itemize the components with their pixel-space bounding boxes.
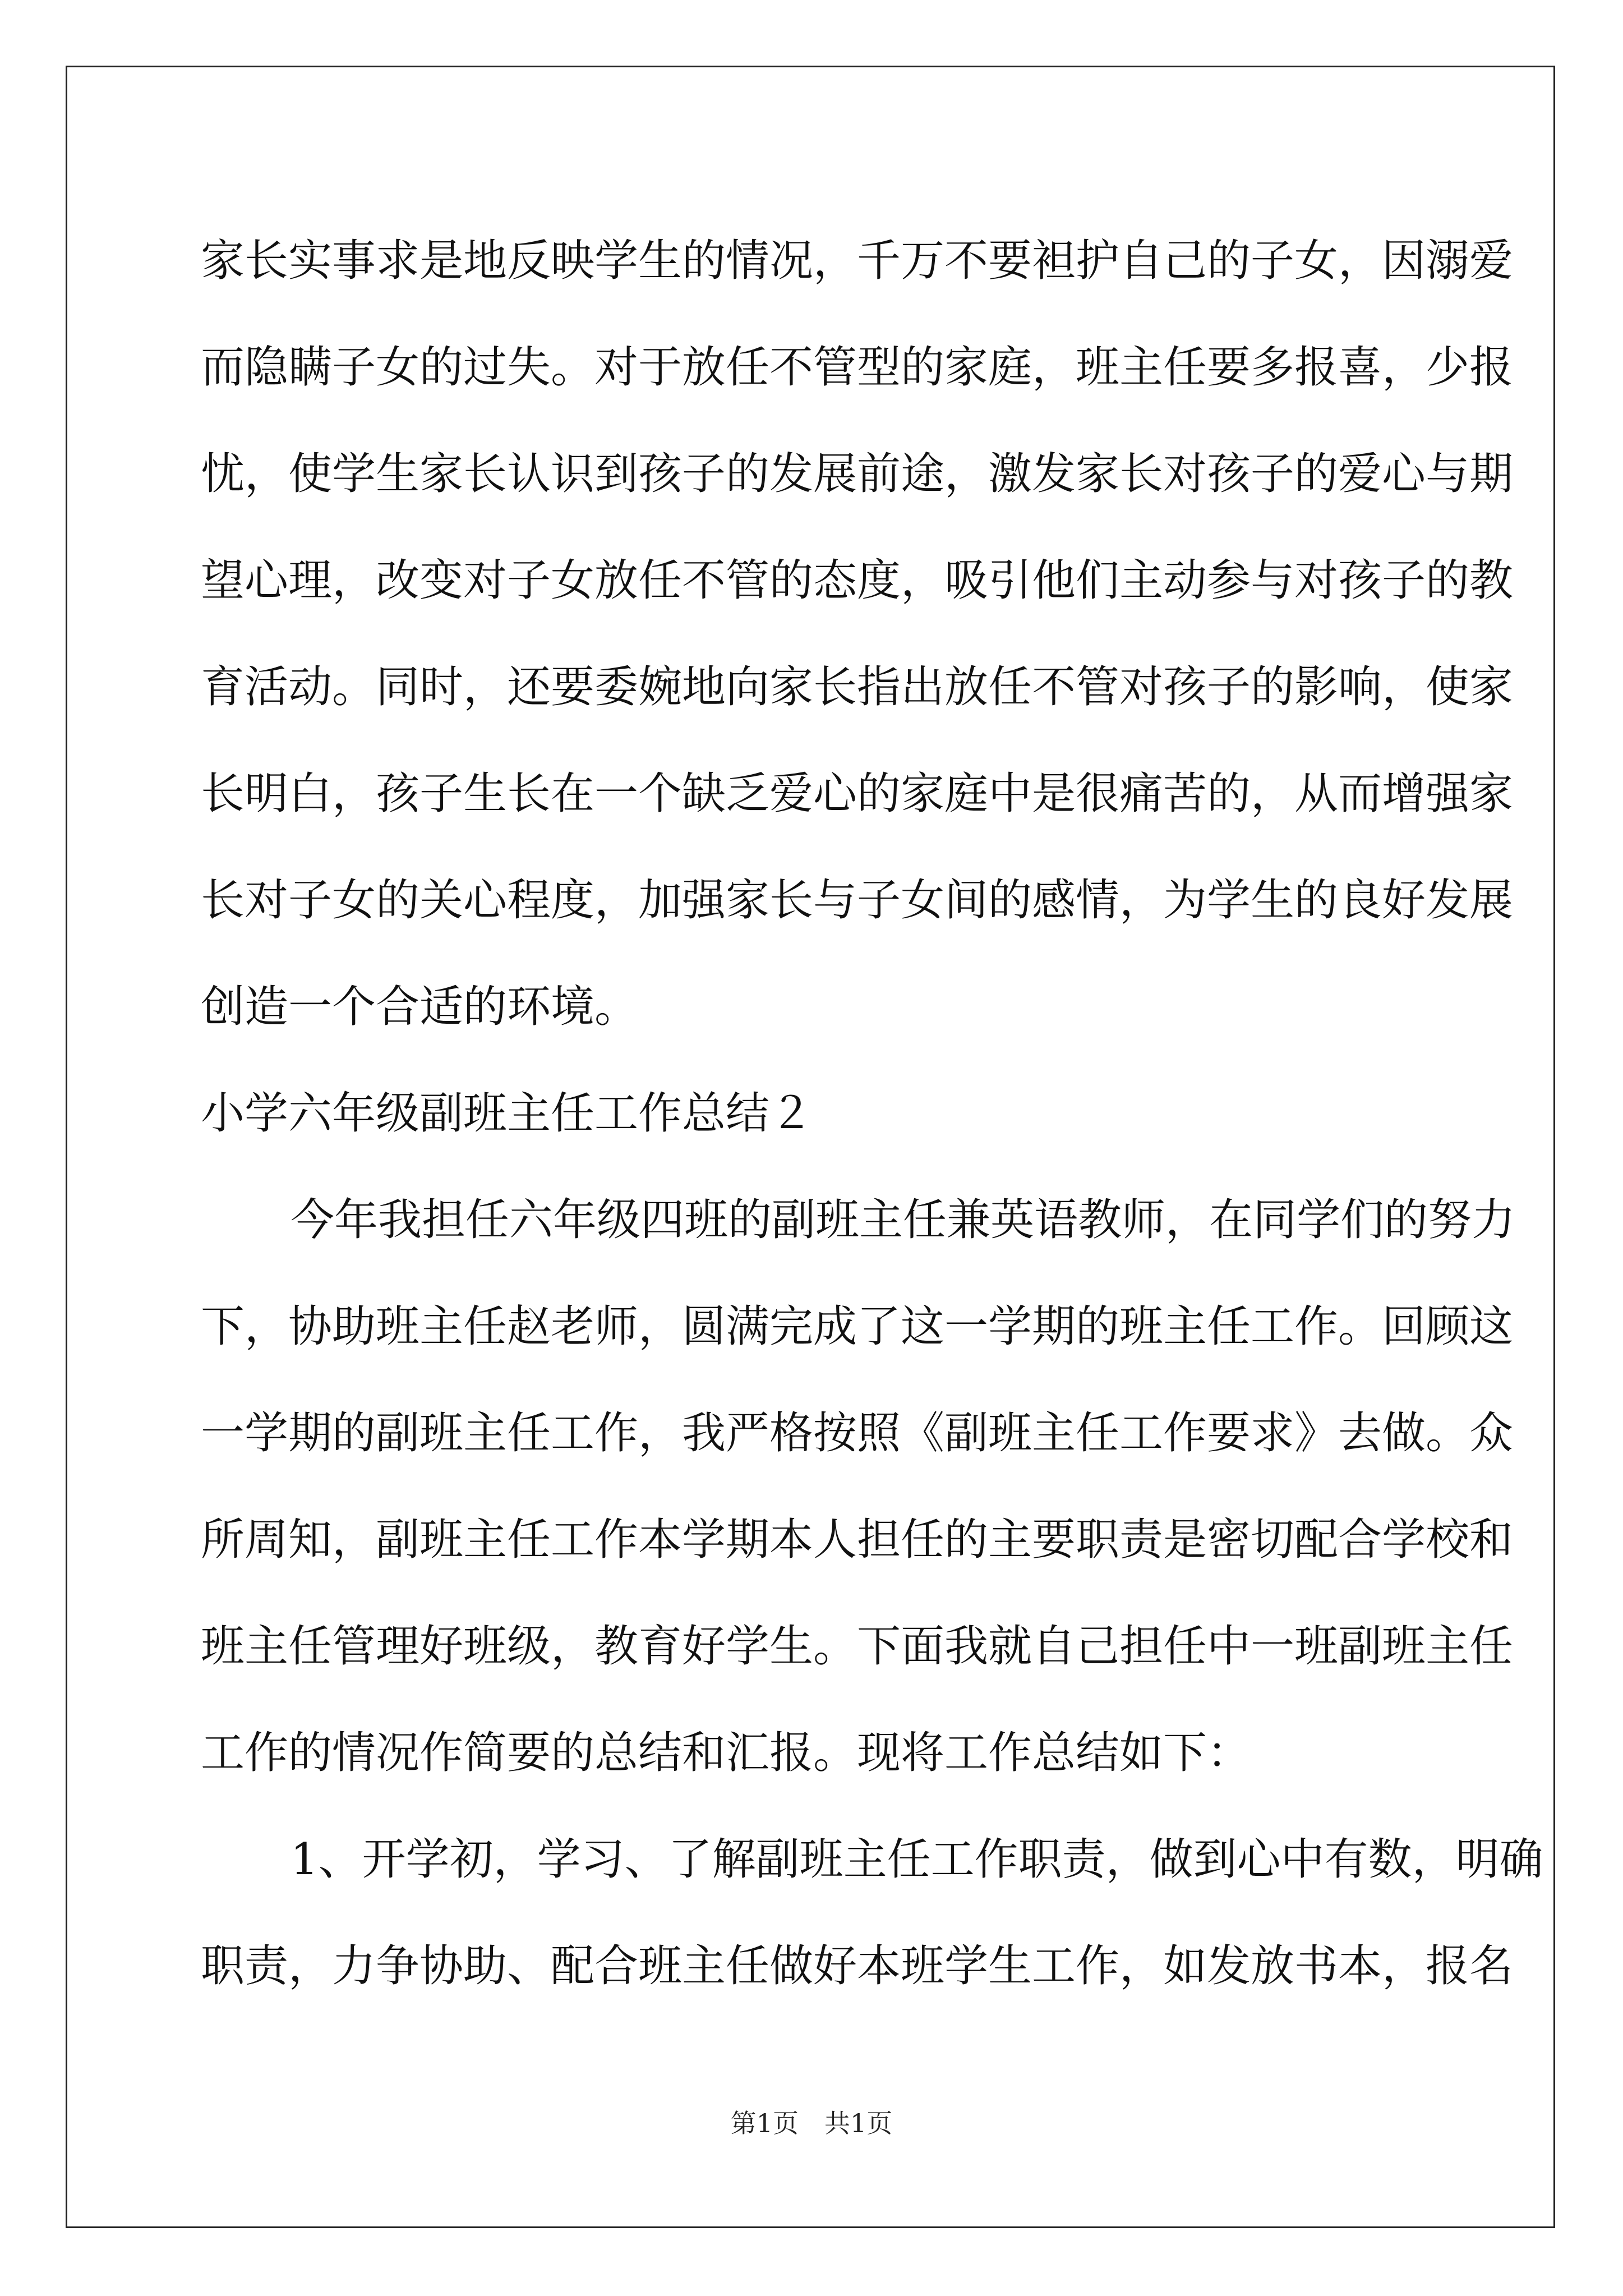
paragraph-line: 忧，使学生家长认识到孩子的发展前途，激发家长对孩子的爱心与期 — [201, 449, 1514, 499]
paragraph-line: 今年我担任六年级四班的副班主任兼英语教师，在同学们的努力 — [291, 1195, 1516, 1245]
paragraph-line: 所周知，副班主任工作本学期本人担任的主要职责是密切配合学校和 — [201, 1515, 1514, 1565]
paragraph-line: 班主任管理好班级，教育好学生。下面我就自己担任中一班副班主任 — [201, 1621, 1514, 1672]
page-footer: 第1页 共1页 — [730, 2108, 893, 2138]
paragraph-line: 职责，力争协助、配合班主任做好本班学生工作，如发放书本，报名 — [201, 1941, 1514, 1991]
paragraph-line: 创造一个合适的环境。 — [201, 982, 639, 1032]
section-heading: 小学六年级副班主任工作总结２ — [201, 1088, 814, 1139]
paragraph-line: 家长实事求是地反映学生的情况，千万不要袒护自己的子女，因溺爱 — [201, 236, 1514, 286]
paragraph-line: 一学期的副班主任工作，我严格按照《副班主任工作要求》去做。众 — [201, 1408, 1514, 1458]
paragraph-line: 长明白，孩子生长在一个缺乏爱心的家庭中是很痛苦的，从而增强家 — [201, 769, 1514, 819]
paragraph-line: 下，协助班主任赵老师，圆满完成了这一学期的班主任工作。回顾这 — [201, 1301, 1514, 1352]
paragraph-line: 长对子女的关心程度，加强家长与子女间的感情，为学生的良好发展 — [201, 875, 1514, 926]
paragraph-line: 望心理，改变对子女放任不管的态度，吸引他们主动参与对孩子的教 — [201, 555, 1514, 606]
paragraph-line: 1、开学初，学习、了解副班主任工作职责，做到心中有数，明确 — [291, 1834, 1543, 1885]
document-body — [201, 208, 1543, 2019]
paragraph-line: 育活动。同时，还要委婉地向家长指出放任不管对孩子的影响，使家 — [201, 662, 1514, 712]
paragraph-line: 工作的情况作简要的总结和汇报。现将工作总结如下： — [201, 1728, 1251, 1778]
paragraph-line: 而隐瞒子女的过失。对于放任不管型的家庭，班主任要多报喜，少报 — [201, 342, 1514, 393]
